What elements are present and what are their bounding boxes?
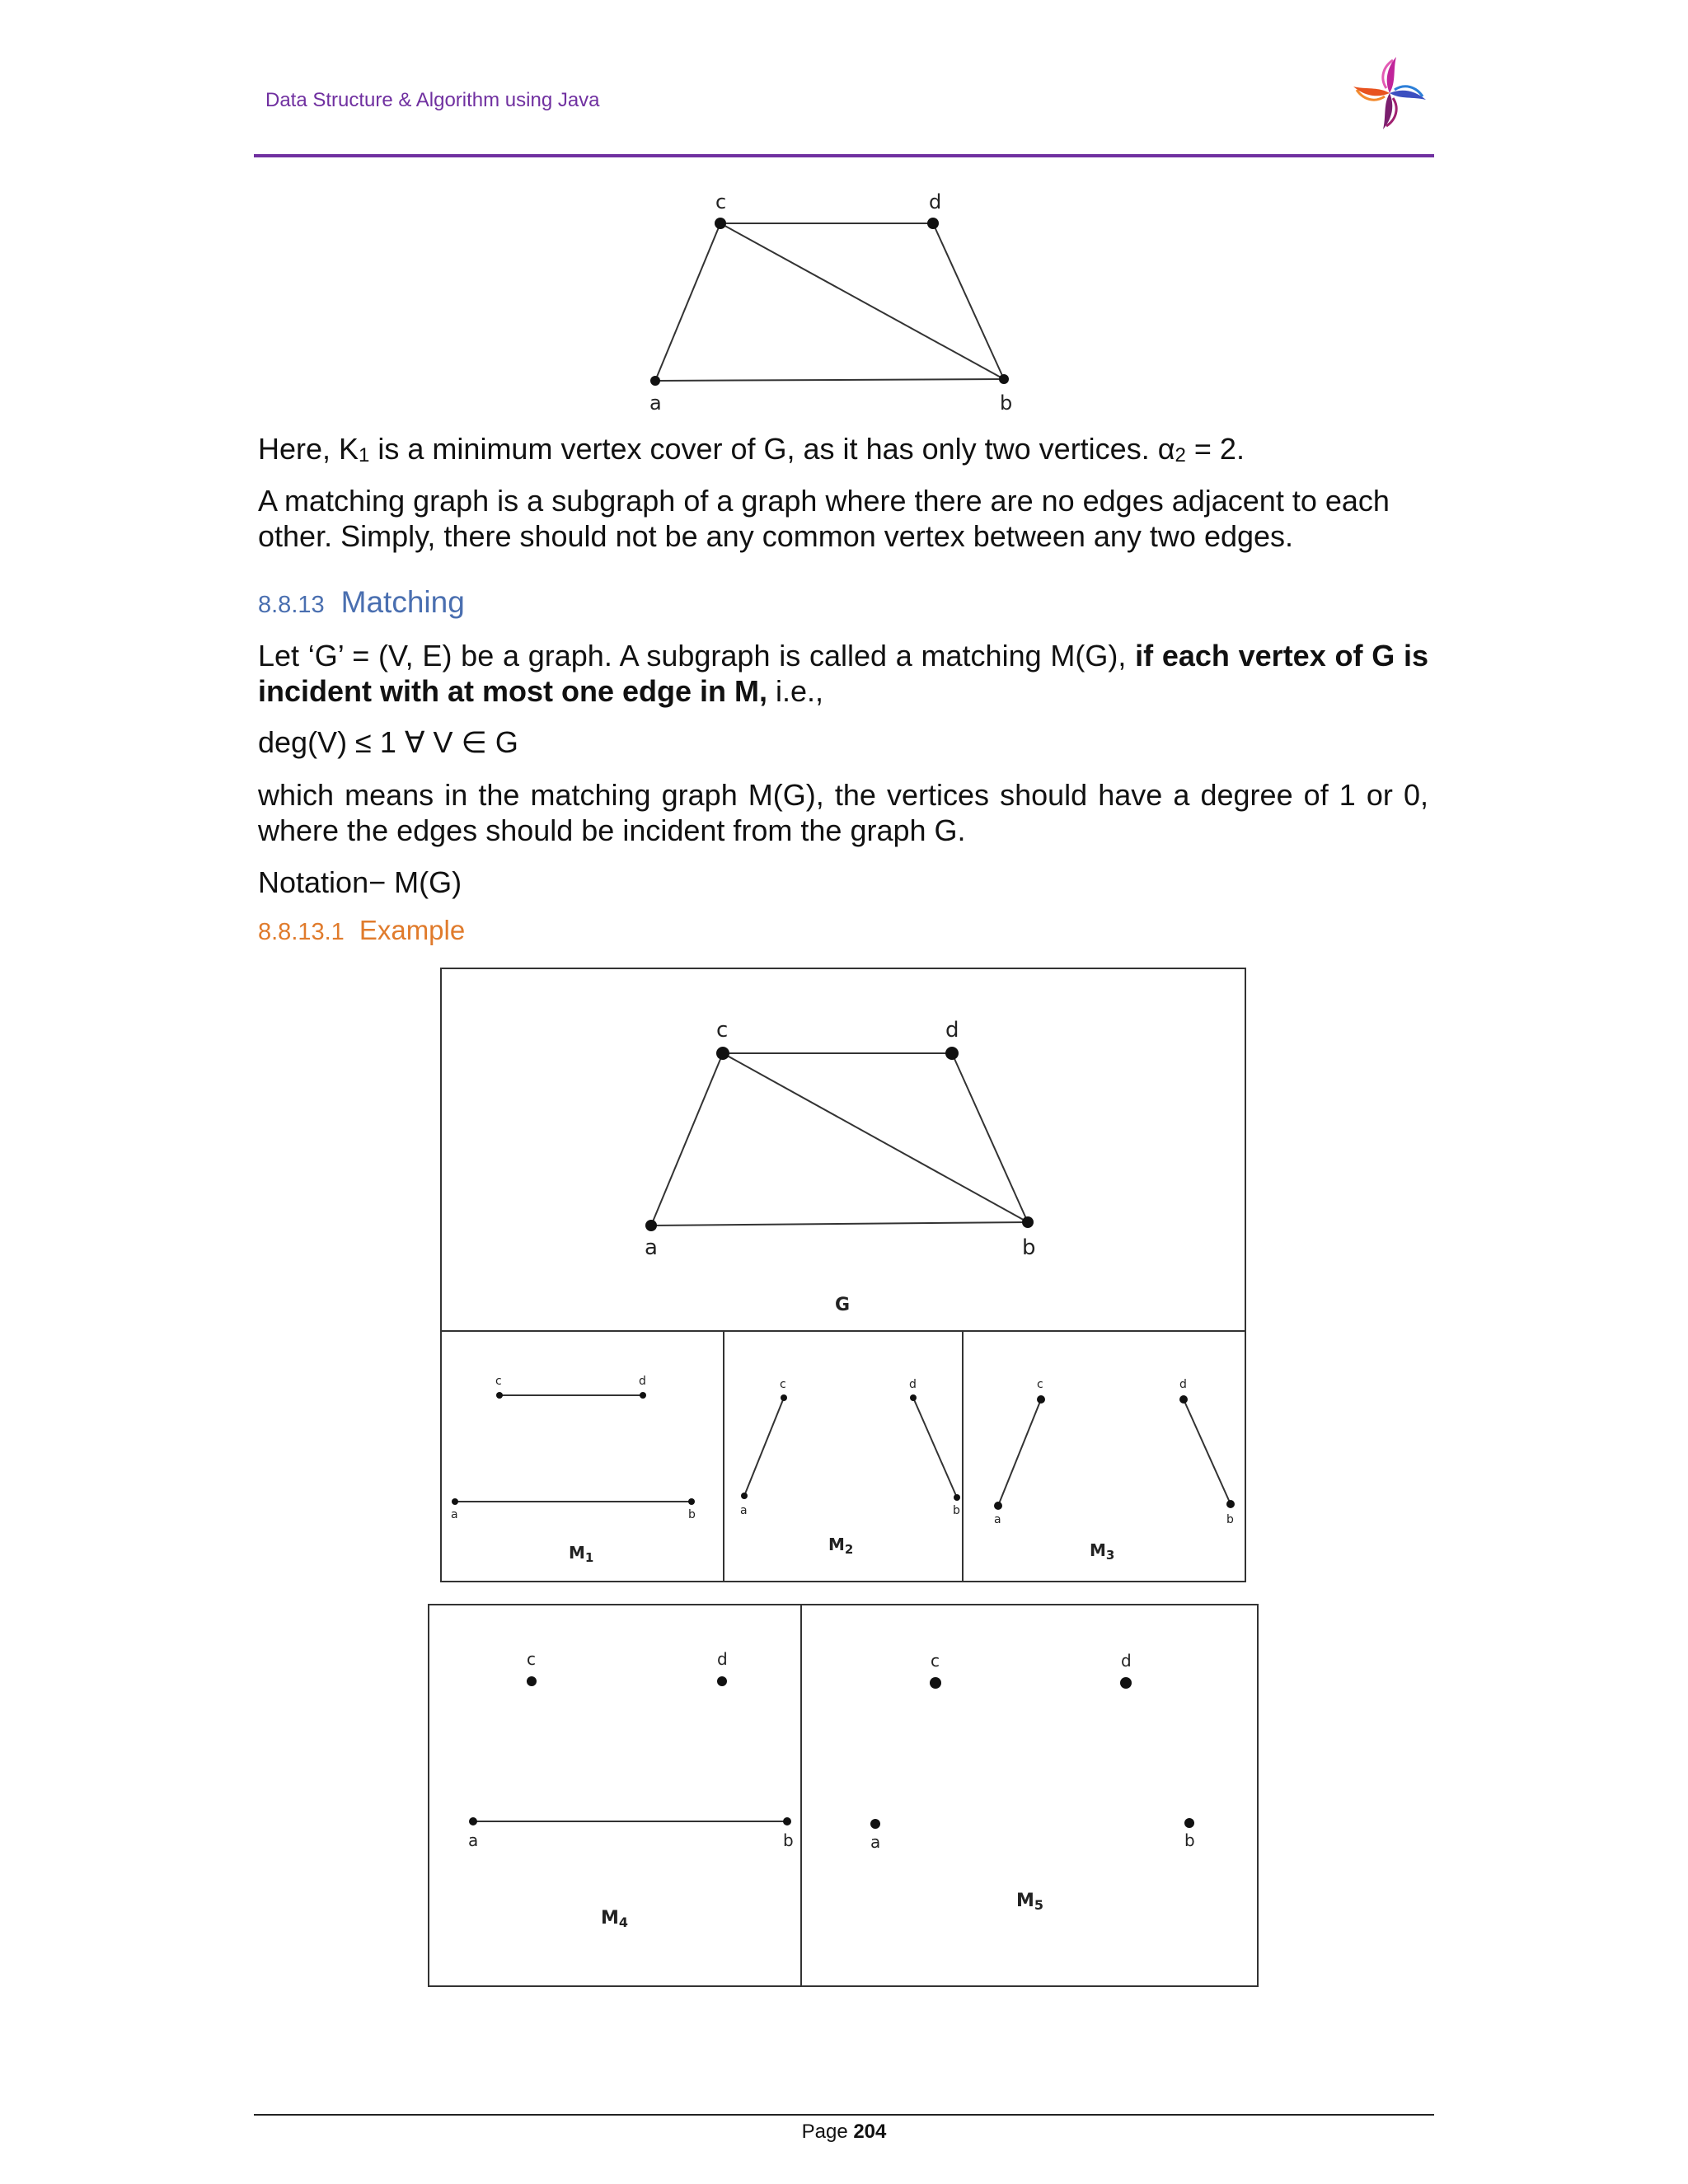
graph-g-top xyxy=(635,185,1030,420)
graph-m5 xyxy=(870,1651,1195,1913)
label-c: c xyxy=(715,190,727,213)
vertex-c xyxy=(715,218,726,229)
paragraph-vertex-cover: Here, $K_1$ is a minimum vertex cover of G, as it has only two vertices. $\alpha_2 = 2$. xyxy=(258,432,1245,466)
svg-text:a: a xyxy=(994,1513,1001,1526)
figure-frames-2 xyxy=(429,1605,1258,1986)
svg-text:c: c xyxy=(931,1651,940,1671)
footer-rule xyxy=(254,2114,1434,2116)
page-number: Page 204 xyxy=(801,2121,887,2143)
figure-frames xyxy=(441,968,1245,1582)
paragraph-matching-definition: Let ‘G’ = (V, E) be a graph. A subgraph is called a matching M(G), if each vertex of G is incident with at most one edge in M, i.e., xyxy=(258,639,1428,708)
figure-matchings-1 xyxy=(437,964,1249,1586)
svg-text:c: c xyxy=(780,1378,786,1391)
graph-g xyxy=(645,1018,1036,1315)
svg-text:a: a xyxy=(468,1830,479,1850)
svg-text:c: c xyxy=(716,1018,729,1043)
header-rule xyxy=(254,154,1434,157)
paragraph-matching-degree: which means in the matching graph M(G), the vertices should have a degree of 1 or 0, where the edges should be incident from the graph G. xyxy=(258,778,1428,847)
svg-text:d: d xyxy=(639,1375,646,1388)
label-M4: M4 xyxy=(601,1908,629,1930)
svg-text:b: b xyxy=(953,1504,960,1517)
svg-text:b: b xyxy=(1226,1513,1234,1526)
subsection-number: 8.8.13.1 xyxy=(258,919,345,945)
edge-ca xyxy=(655,223,720,381)
notation: Notation− M(G) xyxy=(258,865,462,899)
label-d: d xyxy=(929,190,942,213)
vertex-d xyxy=(927,218,939,229)
label-M3: $M_3$ xyxy=(1090,1540,1115,1563)
section-number: 8.8.13 xyxy=(258,592,325,618)
label-M2: $M_2$ xyxy=(828,1535,854,1557)
svg-text:a: a xyxy=(645,1235,658,1260)
edge-ab xyxy=(655,379,1004,381)
section-heading xyxy=(258,585,465,620)
subsection-heading xyxy=(258,915,465,946)
label-a: a xyxy=(649,391,662,415)
subsection-title: Example xyxy=(359,915,466,945)
section-title: Matching xyxy=(340,585,465,619)
svg-text:d: d xyxy=(1179,1378,1187,1391)
paragraph-matching-intro: A matching graph is a subgraph of a graph where there are no edges adjacent to each other. Simply, there should not be any common vertex between any two edges. xyxy=(258,484,1390,553)
svg-text:d: d xyxy=(717,1649,728,1669)
vertex-b xyxy=(999,374,1009,384)
header-title: Data Structure & Algorithm using Java xyxy=(265,89,600,111)
label-b: b xyxy=(1000,391,1013,415)
svg-text:d: d xyxy=(909,1378,917,1391)
graph-m3 xyxy=(994,1378,1235,1563)
label-M5: M5 xyxy=(1016,1891,1044,1913)
vertex-a xyxy=(650,376,660,386)
svg-text:c: c xyxy=(527,1649,536,1669)
svg-text:a: a xyxy=(451,1508,458,1521)
label-G: G xyxy=(835,1295,851,1315)
edge-db xyxy=(933,223,1004,379)
graph-m1 xyxy=(451,1375,696,1565)
svg-text:c: c xyxy=(1037,1378,1043,1391)
svg-text:d: d xyxy=(945,1018,959,1043)
figure-matchings-2 xyxy=(424,1601,1261,1990)
svg-text:b: b xyxy=(1184,1830,1195,1850)
svg-text:b: b xyxy=(783,1830,794,1850)
svg-text:c: c xyxy=(495,1375,502,1388)
formula-degree: deg(V) ≤ 1 ∀ V ∈ G xyxy=(258,725,518,759)
svg-text:b: b xyxy=(1022,1235,1036,1260)
svg-text:d: d xyxy=(1121,1651,1132,1671)
svg-text:b: b xyxy=(688,1508,696,1521)
pinwheel-logo xyxy=(1343,51,1436,135)
label-M1: $M_1$ xyxy=(569,1543,594,1565)
graph-m2 xyxy=(740,1378,960,1557)
svg-text:a: a xyxy=(740,1504,748,1517)
graph-m4 xyxy=(468,1649,794,1930)
svg-text:a: a xyxy=(870,1832,881,1852)
edge-cb xyxy=(720,223,1004,379)
